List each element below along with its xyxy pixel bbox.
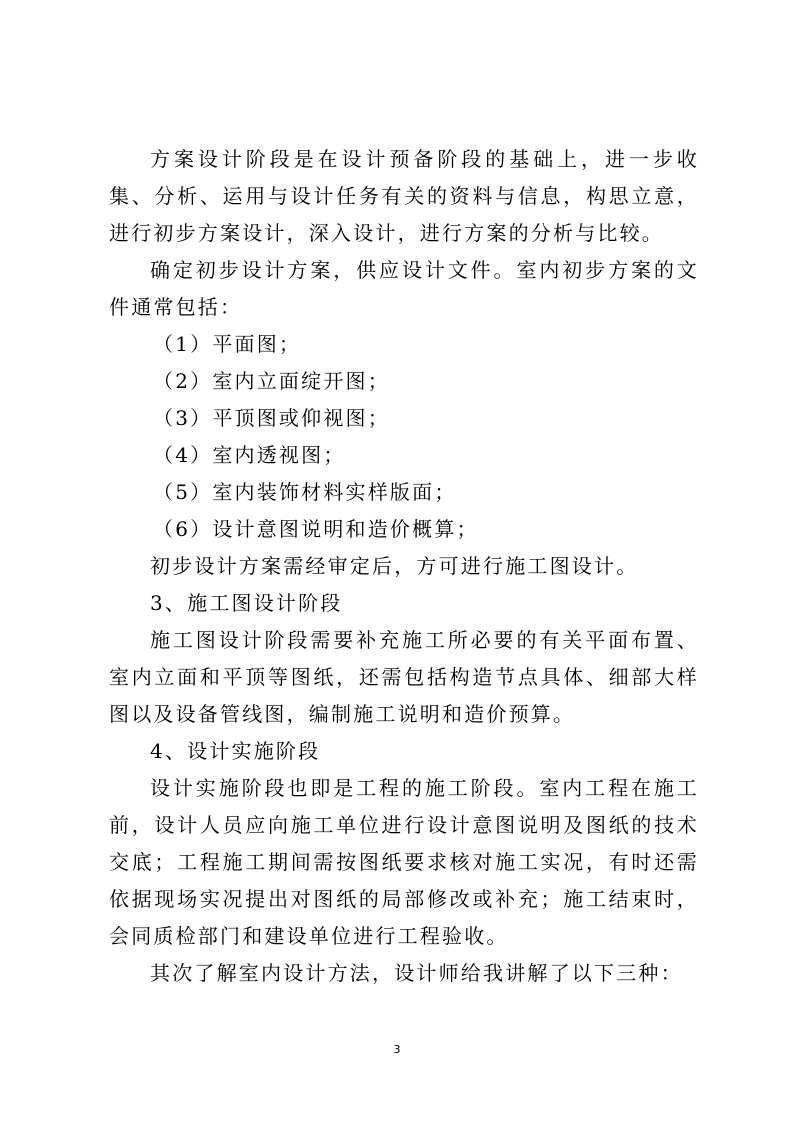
section-heading-implementation: 4、设计实施阶段 xyxy=(150,739,321,763)
paragraph-construction-drawing: 施工图设计阶段需要补充施工所必要的有关平面布置、室内立面和平顶等图纸，还需包括构造节点具体、细部大样图以及设备管线图，编制施工说明和造价预算。 xyxy=(109,628,699,726)
section-heading-construction-drawing: 3、施工图设计阶段 xyxy=(150,591,343,615)
list-item: （6）设计意图说明和造价概算； xyxy=(153,517,479,541)
list-item: （2）室内立面绽开图； xyxy=(153,369,390,393)
paragraph-preliminary-files: 确定初步设计方案，供应设计文件。室内初步方案的文件通常包括： xyxy=(109,258,699,319)
list-item: （4）室内透视图； xyxy=(153,443,346,467)
list-item: （1）平面图； xyxy=(153,332,302,356)
document-body xyxy=(109,141,699,992)
paragraph-after-list: 初步设计方案需经审定后，方可进行施工图设计。 xyxy=(150,554,639,578)
page-number: 3 xyxy=(393,1043,401,1056)
list-item: （5）室内装饰材料实样版面； xyxy=(153,480,457,504)
paragraph-implementation: 设计实施阶段也即是工程的施工阶段。室内工程在施工前，设计人员应向施工单位进行设计意图说明及图纸的技术交底；工程施工期间需按图纸要求核对施工实况，有时还需依据现场实况提出对图纸的局部修改或补充；施工结束时，会同质检部门和建设单位进行工程验收。 xyxy=(109,776,699,948)
list-item: （3）平顶图或仰视图； xyxy=(153,406,390,430)
paragraph-design-methods: 其次了解室内设计方法，设计师给我讲解了以下三种： xyxy=(150,961,683,985)
paragraph-scheme-design: 方案设计阶段是在设计预备阶段的基础上，进一步收集、分析、运用与设计任务有关的资料与信息，构思立意，进行初步方案设计，深入设计，进行方案的分析与比较。 xyxy=(109,147,699,245)
